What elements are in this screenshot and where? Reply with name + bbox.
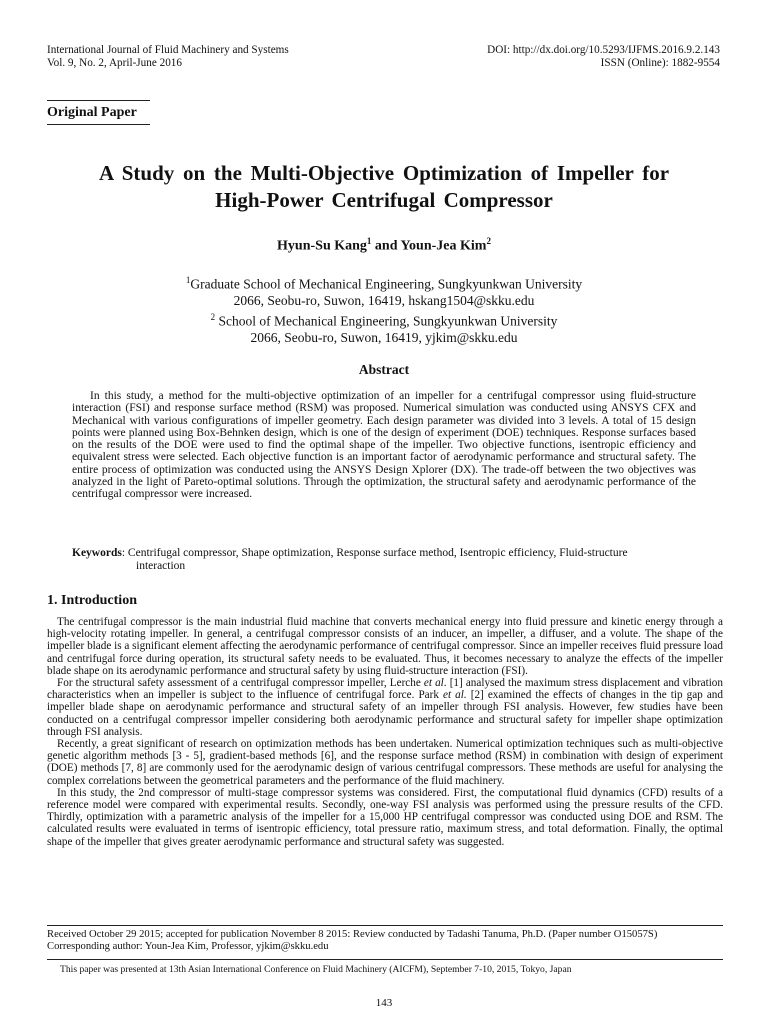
abstract-text: In this study, a method for the multi-objective optimization of an impeller for a centrifugal compressor using fluid-structure interaction (FSI) and response surface method (RSM) was proposed. Numerical simulation was conducted using ANSYS CFX and Mechanical with various configurations of impeller geometry. Each design parameter was divided into 3 levels. A total of 15 design points were planned using Box-Behnken design, which is one of the design of experiment (DOE) techniques. Response surfaces based on the results of the DOE were used to find the optimal shape of the impeller. Two objective functions, isentropic efficiency and equivalent stress were selected. Each objective function is an important factor of aerodynamic performance and structural safety. The entire process of optimization was conducted using the ANSYS Design Xplorer (DX). The trade-off between the two objectives was analyzed in the light of Pareto-optimal solutions. Through the optimization, the structural safety and aerodynamic performance of the centrifugal compressor were increased. xyxy=(72,390,696,501)
affil-1-line-1: Graduate School of Mechanical Engineering, Sungkyunkwan University xyxy=(190,276,583,292)
corresponding-author: Corresponding author: Youn-Jea Kim, Professor, yjkim@skku.edu xyxy=(47,941,329,953)
intro-paragraph-1: The centrifugal compressor is the main industrial fluid machine that converts mechanical energy into fluid pressure and kinetic energy through a high-velocity rotating impeller. In general, a centrifugal compressor consists of an inducer, an impeller, a diffuser, and a volute. The shape of the impeller blade is a significant element affecting the aerodynamic performance of centrifugal compressor. Since an impeller receives fluid pressure load and centrifugal force during operation, its structural safety needs to be evaluated. Thus, it becomes necessary to analyze the effects of the impeller blade shape on its aerodynamic performance and structural safety by using fluid-structure interaction (FSI). xyxy=(47,616,723,677)
p2-etal-2: et al. xyxy=(443,689,467,702)
keywords-list-continued: interaction xyxy=(136,559,186,572)
page-number: 143 xyxy=(375,997,393,1009)
p2-part-a: For the structural safety assessment of a centrifugal compressor impeller, Lerche xyxy=(57,677,424,690)
affiliation-1 xyxy=(40,272,728,293)
conference-note: This paper was presented at 13th Asian International Conference on Fluid Machinery (AICFM), September 7-10, 2015, Tokyo, Japan xyxy=(60,964,572,975)
keywords-label: Keywords xyxy=(72,547,122,559)
abstract-heading: Abstract xyxy=(358,362,410,377)
footnote-rule xyxy=(47,925,723,926)
title-line-1: A Study on the Multi-Objective Optimization of Impeller for xyxy=(98,161,670,185)
journal-volume: Vol. 9, No. 2, April-June 2016 xyxy=(47,57,182,69)
journal-name: International Journal of Fluid Machinery and Systems xyxy=(47,44,289,56)
intro-paragraph-3: Recently, a great significant of research on optimization methods has been undertaken. Numerical optimization techniques such as multi-objective genetic algorithm methods [3 - 5], gradient-based methods [6], and the response surface method (RSM) in combination with design of experiment (DOE) methods [7, 8] are commonly used for the aerodynamic design of various centrifugal compressors. These methods are useful for analysing the complex correlations between the geometrical parameters and the performance of the fluid machinery. xyxy=(47,738,723,787)
top-rule xyxy=(47,100,150,101)
keywords-list: : Centrifugal compressor, Shape optimization, Response surface method, Isentropic efficiency, Fluid-structure xyxy=(121,547,628,559)
intro-paragraph-4: In this study, the 2nd compressor of multi-stage compressor systems was considered. First, the computational fluid dynamics (CFD) results of a reference model were compared with experimental results. Secondly, one-way FSI analysis was performed using the pressure results of the CFD. Thirdly, optimization with a parametric analysis of the impeller for a 15,000 HP centrifugal compressor was conducted using DOE and RSM. The calculated results were evaluated in terms of isentropic efficiency, total pressure ratio, maximum stress, and total deformation. Finally, the optimal shape of the impeller that gives greater aerodynamic performance and structural safety was suggested. xyxy=(47,786,723,848)
affil-1-mark: 1 xyxy=(185,275,191,285)
footnote-rule-2 xyxy=(47,959,723,960)
doi-header xyxy=(487,44,720,70)
section-heading-introduction: 1. Introduction xyxy=(47,593,137,608)
abstract xyxy=(72,390,696,501)
affiliations xyxy=(40,272,728,346)
received-note: Received October 29 2015; accepted for publication November 8 2015: Review conducted by Tadashi Tanuma, Ph.D. (Paper number O15057S) xyxy=(47,929,658,940)
affil-2-line-1: School of Mechanical Engineering, Sungkyunkwan University xyxy=(215,313,558,329)
affiliation-2 xyxy=(40,309,728,330)
author-1-affil-mark: 1 xyxy=(366,236,372,246)
p2-part-b: . [1] analysed the maximum stress displacement and vibration characteristics when an impeller is subject to the influence of centrifugal force. Park xyxy=(47,677,723,702)
p2-part-c: [2] examined the effects of changes in the tip gap and impeller blade shape on aerodynamic performance and structural safety of an impeller through FSI analysis. However, few studies have been conducted on a centrifugal compressor impeller considering both aerodynamic performance and structural safety for impeller shape optimization through FSI analysis. xyxy=(47,689,723,738)
doi-link[interactable]: DOI: http://dx.doi.org/10.5293/IJFMS.2016.9.2.143 xyxy=(487,44,720,56)
paper-type: Original Paper xyxy=(47,105,137,120)
affil-2-line-2: 2066, Seobu-ro, Suwon, 16419, yjkim@skku.edu xyxy=(250,329,518,345)
affil-1-line-2: 2066, Seobu-ro, Suwon, 16419, hskang1504@skku.edu xyxy=(233,292,535,308)
affil-2-mark: 2 xyxy=(210,311,216,322)
authors xyxy=(40,236,728,255)
author-2-affil-mark: 2 xyxy=(486,236,491,246)
author-2: Youn-Jea Kim xyxy=(400,238,487,254)
journal-header xyxy=(47,44,289,70)
keywords xyxy=(72,547,696,572)
intro-paragraph-2 xyxy=(47,677,723,738)
title-line-2: High-Power Centrifugal Compressor xyxy=(215,188,553,212)
author-1: Hyun-Su Kang xyxy=(277,238,367,254)
authors-conjunction: and xyxy=(371,238,401,254)
paper-title xyxy=(40,160,728,214)
introduction-body xyxy=(47,616,723,848)
p2-etal-1: et al xyxy=(423,677,444,690)
footnote xyxy=(47,929,657,953)
issn: ISSN (Online): 1882-9554 xyxy=(600,57,720,69)
paper-type-rule xyxy=(47,124,150,125)
